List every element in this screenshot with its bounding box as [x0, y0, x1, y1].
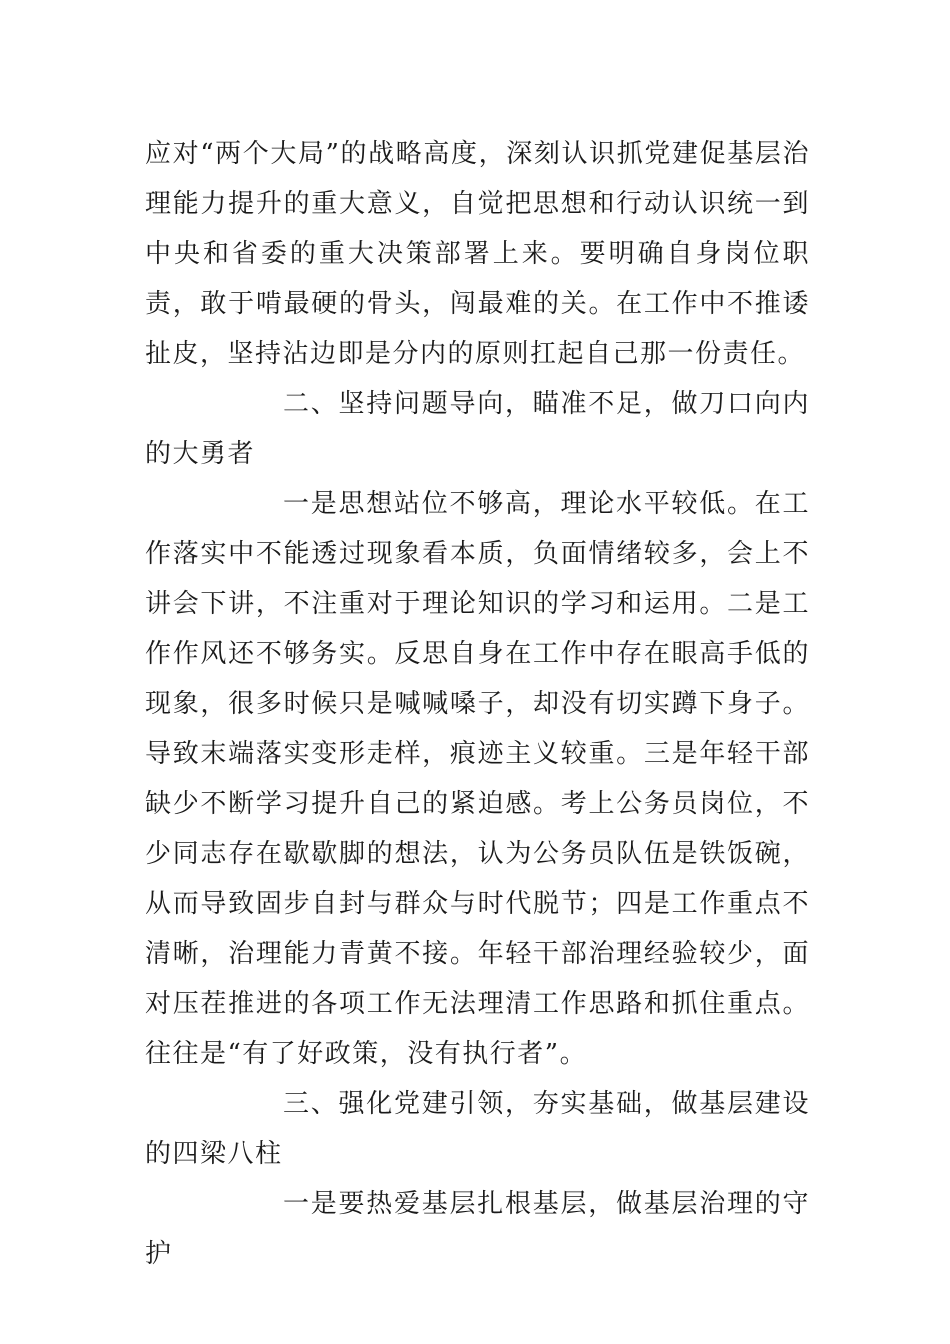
document-body [145, 129, 810, 1279]
section-heading-three: 三、强化党建引领，夯实基础，做基层建设的四梁八柱 [145, 1089, 810, 1169]
paragraph-problems: 一是思想站位不够高，理论水平较低。在工作落实中不能透过现象看本质，负面情绪较多，会上不讲会下讲，不注重对于理论知识的学习和运用。二是工作作风还不够务实。反思自身在工作中存在眼高手低的现象，很多时候只是喊喊嗓子，却没有切实蹲下身子。导致末端落实变形走样，痕迹主义较重。三是年轻干部缺少不断学习提升自己的紧迫感。考上公务员岗位，不少同志存在歇歇脚的想法，认为公务员队伍是铁饭碗，从而导致固步自封与群众与时代脱节；四是工作重点不清晰，治理能力青黄不接。年轻干部治理经验较少，面对压茬推进的各项工作无法理清工作思路和抓住重点。往往是“有了好政策，没有执行者”。 [145, 489, 810, 1069]
paragraph-grassroots: 一是要热爱基层扎根基层，做基层治理的守护 [145, 1189, 810, 1269]
paragraph-continuation: 应对“两个大局”的战略高度，深刻认识抓党建促基层治理能力提升的重大意义，自觉把思想和行动认识统一到中央和省委的重大决策部署上来。要明确自身岗位职责，敢于啃最硬的骨头，闯最难的关。在工作中不推诿扯皮，坚持沾边即是分内的原则扛起自己那一份责任。 [145, 139, 810, 369]
section-heading-two: 二、坚持问题导向，瞄准不足，做刀口向内的大勇者 [145, 389, 810, 469]
